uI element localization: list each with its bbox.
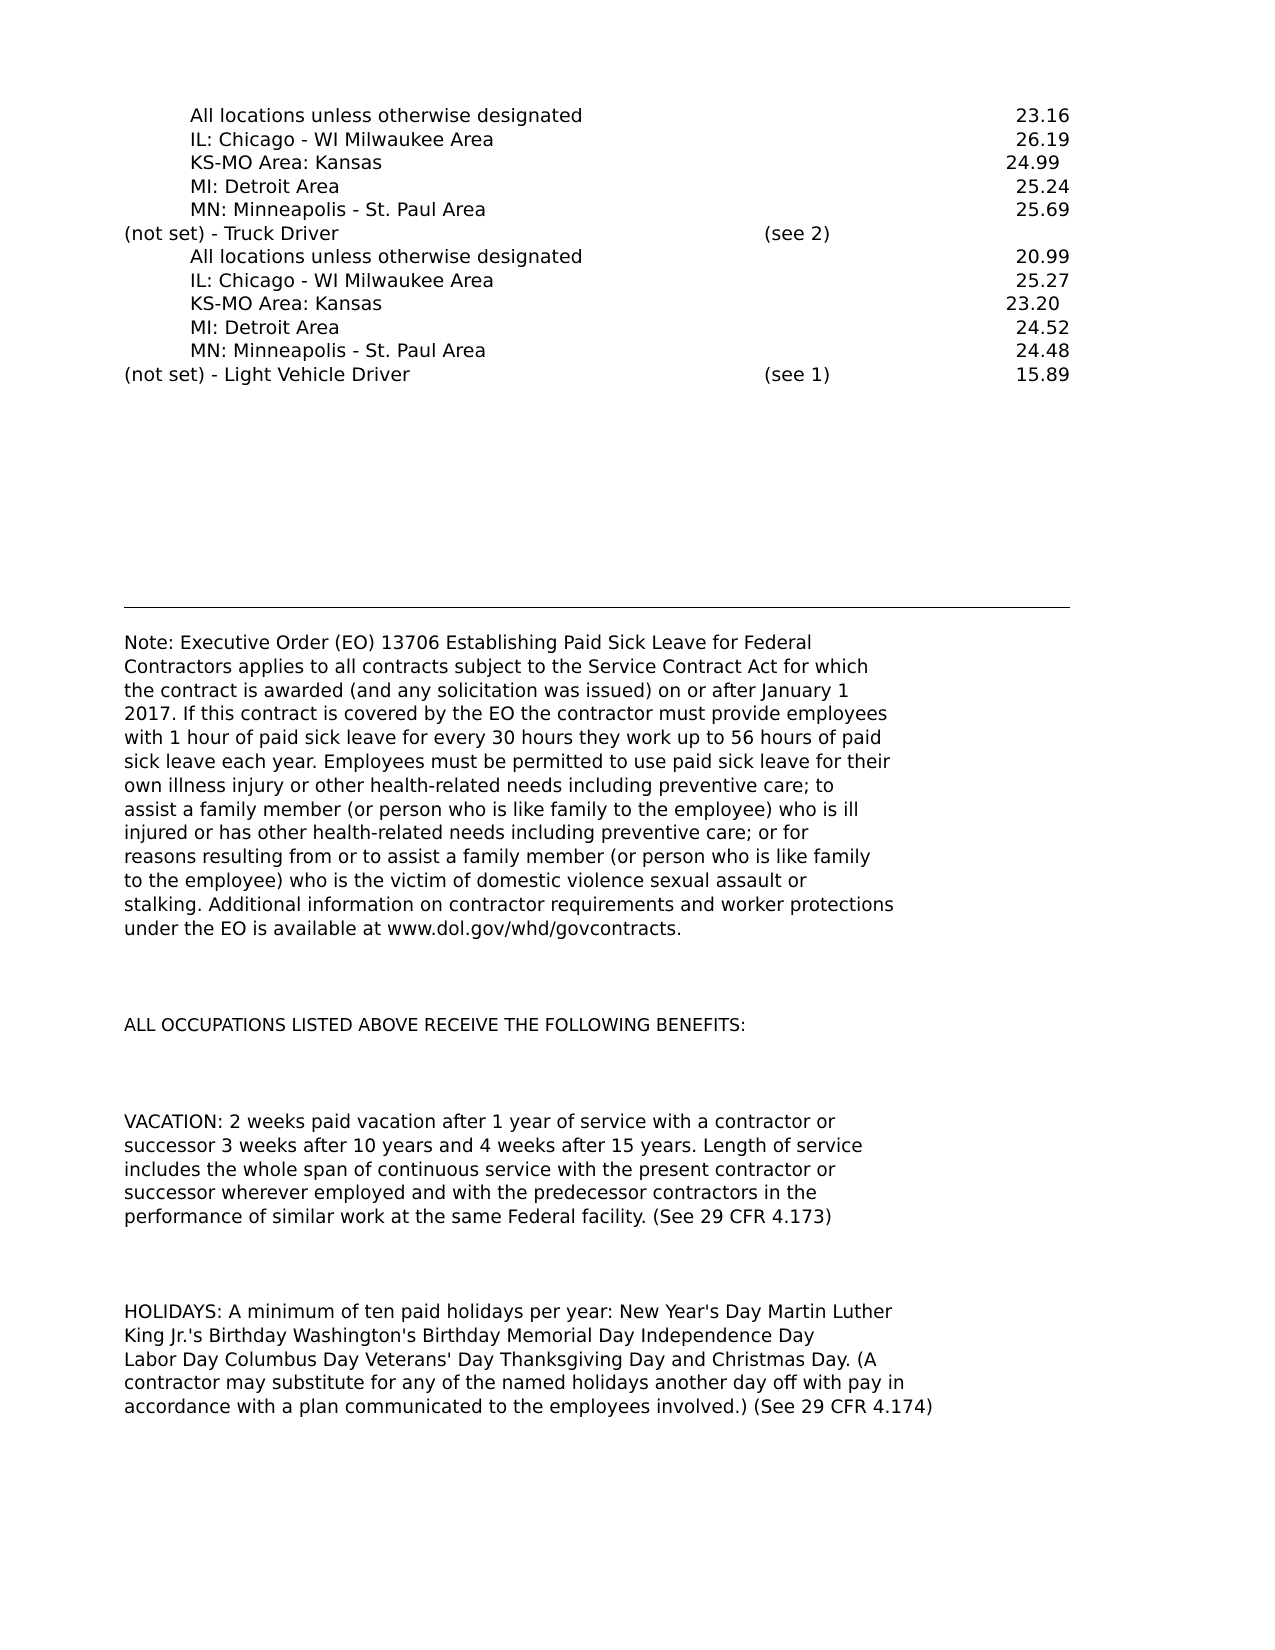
wage-row-rate: 26.19 xyxy=(1015,128,1070,151)
benefits-heading: ALL OCCUPATIONS LISTED ABOVE RECEIVE THE FOLLOWING BENEFITS: xyxy=(124,1016,747,1036)
wage-row-rate: 25.24 xyxy=(1015,175,1070,198)
wage-row-rate: 15.89 xyxy=(1015,363,1070,386)
wage-row-rate: 20.99 xyxy=(1015,246,1070,268)
wage-row-label: KS-MO Area: Kansas xyxy=(190,152,383,174)
wage-location-row xyxy=(0,199,1275,223)
wage-rate-table xyxy=(0,105,1275,387)
wage-row-rate: 25.69 xyxy=(1015,199,1070,221)
wage-row-footnote-ref: (see 2) xyxy=(764,222,831,245)
wage-row-rate: 24.48 xyxy=(1015,340,1070,362)
wage-row-label: IL: Chicago - WI Milwaukee Area xyxy=(190,128,494,151)
paid-sick-leave-note: Note: Executive Order (EO) 13706 Establishing Paid Sick Leave for Federal Contractors applies to all contracts subject to the Service Contract Act for which the contract is awarded (and any solicitation was issued) on or after January 1 2017. If this contract is covered by the EO the contractor must provide employees with 1 hour of paid sick leave for every 30 hours they work up to 56 hours of paid sick leave each year. Employees must be permitted to use paid sick leave for their own illness injury or other health-related needs including preventive care; to assist a family member (or person who is like family to the employee) who is ill injured or has other health-related needs including preventive care; or for reasons resulting from or to assist a family member (or person who is like family to the employee) who is the victim of domestic violence sexual assault or stalking. Additional information on contractor requirements and worker protections under the EO is available at www.dol.gov/whd/govcontracts. xyxy=(124,633,894,940)
wage-occupation-row xyxy=(0,364,1275,388)
wage-row-label: (not set) - Truck Driver xyxy=(124,222,339,245)
wage-row-rate: 24.99 xyxy=(1005,152,1060,174)
wage-location-row xyxy=(0,152,1275,176)
wage-location-row xyxy=(0,105,1275,129)
section-divider xyxy=(124,607,1070,608)
wage-row-label: MI: Detroit Area xyxy=(190,316,340,339)
wage-row-label: (not set) - Light Vehicle Driver xyxy=(124,363,410,386)
vacation-paragraph: VACATION: 2 weeks paid vacation after 1 year of service with a contractor or successor 3 weeks after 10 years and 4 weeks after 15 years. Length of service includes the whole span of continuous service with the present contractor or successor wherever employed and with the predecessor contractors in the performance of similar work at the same Federal facility. (See 29 CFR 4.173) xyxy=(124,1112,863,1229)
holidays-paragraph: HOLIDAYS: A minimum of ten paid holidays per year: New Year's Day Martin Luther King Jr.'s Birthday Washington's Birthday Memorial Day Independence Day Labor Day Columbus Day Veterans' Day Thanksgiving Day and Christmas Day. (A contractor may substitute for any of the named holidays another day off with pay in accordance with a plan communicated to the employees involved.) (See 29 CFR 4.174) xyxy=(124,1302,933,1419)
wage-location-row xyxy=(0,176,1275,200)
wage-location-row xyxy=(0,270,1275,294)
wage-row-label: KS-MO Area: Kansas xyxy=(190,293,383,315)
wage-row-rate: 25.27 xyxy=(1015,269,1070,292)
wage-row-rate: 24.52 xyxy=(1015,316,1070,339)
wage-row-label: MN: Minneapolis - St. Paul Area xyxy=(190,199,487,221)
wage-location-row xyxy=(0,129,1275,153)
wage-row-label: MN: Minneapolis - St. Paul Area xyxy=(190,340,487,362)
wage-location-row xyxy=(0,246,1275,270)
wage-location-row xyxy=(0,317,1275,341)
wage-row-label: All locations unless otherwise designated xyxy=(190,246,583,268)
wage-row-label: IL: Chicago - WI Milwaukee Area xyxy=(190,269,494,292)
wage-row-label: MI: Detroit Area xyxy=(190,175,340,198)
wage-location-row xyxy=(0,293,1275,317)
wage-row-rate: 23.20 xyxy=(1005,293,1060,315)
wage-row-rate: 23.16 xyxy=(1015,105,1070,127)
wage-occupation-row xyxy=(0,223,1275,247)
wage-row-label: All locations unless otherwise designated xyxy=(190,105,583,127)
wage-location-row xyxy=(0,340,1275,364)
wage-row-footnote-ref: (see 1) xyxy=(764,363,831,386)
